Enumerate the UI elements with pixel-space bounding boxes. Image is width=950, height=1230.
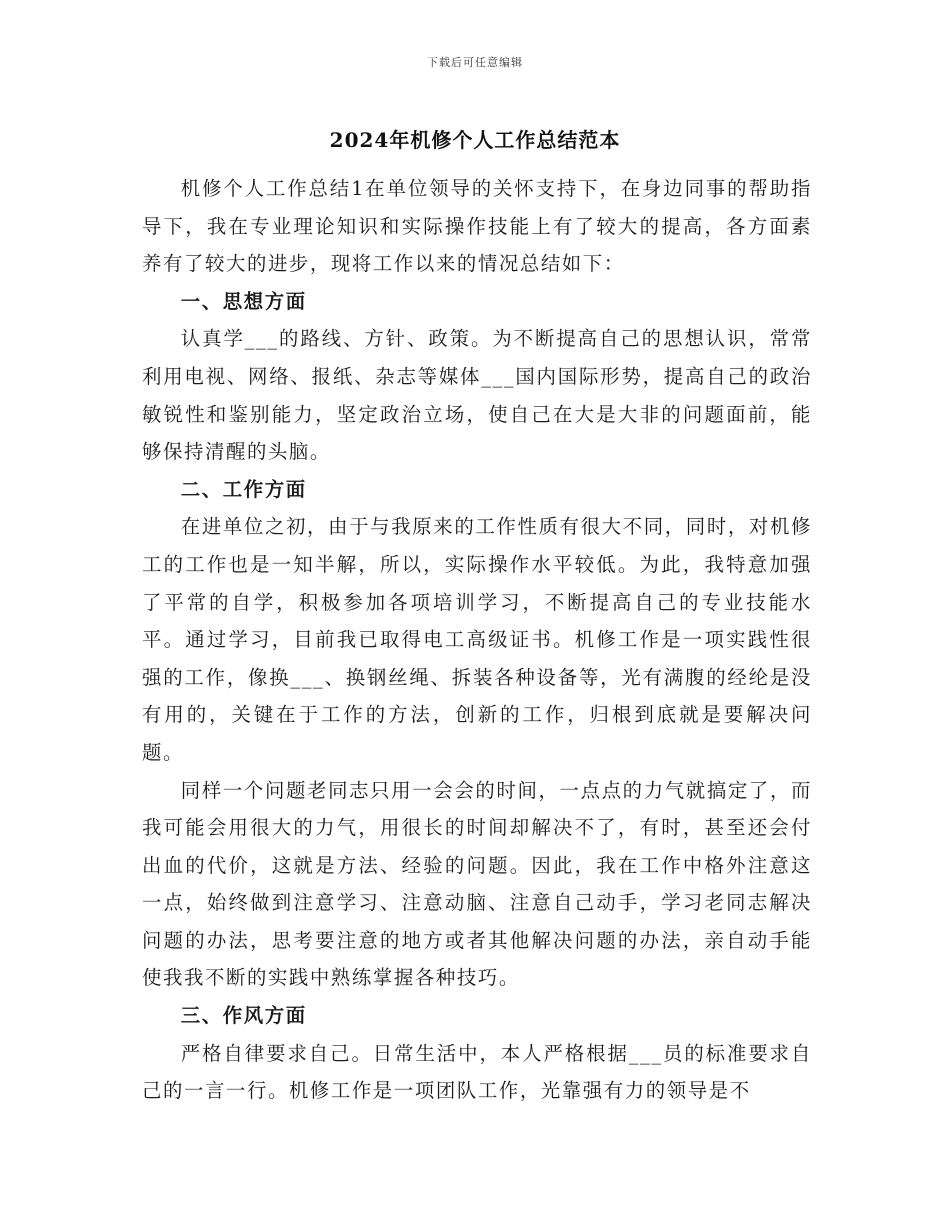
section-heading-thought: 一、思想方面 (180, 289, 307, 313)
section-heading-style: 三、作风方面 (180, 1004, 307, 1028)
intro-paragraph: 机修个人工作总结1在单位领导的关怀支持下，在身边同事的帮助指导下，我在专业理论知识和实际操作技能上有了较大的提高，各方面素养有了较大的进步，现将工作以来的情况总结如下： (142, 177, 812, 276)
section-work-paragraph-2: 同样一个问题老同志只用一会会的时间，一点点的力气就搞定了，而我可能会用很大的力气，用很长的时间却解决不了，有时，甚至还会付出血的代价，这就是方法、经验的问题。因此，我在工作中格外注意这一点，始终做到注意学习、注意动脑、注意自己动手，学习老同志解决问题的办法，思考要注意的地方或者其他解决问题的办法，亲自动手能使我我不断的实践中熟练掌握各种技巧。 (142, 778, 812, 990)
document-body (142, 170, 812, 1110)
document-title: 2024年机修个人工作总结范本 (329, 128, 621, 152)
section-work-paragraph-1: 在进单位之初，由于与我原来的工作性质有很大不同，同时，对机修工的工作也是一知半解，所以，实际操作水平较低。为此，我特意加强了平常的自学，积极参加各项培训学习，不断提高自己的专业技能水平。通过学习，目前我已取得电工高级证书。机修工作是一项实践性很强的工作，像换___、换钢丝绳、拆装各种设备等，光有满腹的经纶是没有用的，关键在于工作的方法，创新的工作，归根到底就是要解决问题。 (142, 515, 812, 764)
section-heading-work: 二、工作方面 (180, 477, 307, 501)
section-style-paragraph: 严格自律要求自己。日常生活中，本人严格根据___员的标准要求自己的一言一行。机修工作是一项团队工作，光靠强有力的领导是不 (142, 1041, 812, 1103)
header-note: 下载后可任意编辑 (427, 56, 523, 69)
section-thought-paragraph: 认真学___的路线、方针、政策。为不断提高自己的思想认识，常常利用电视、网络、报纸、杂志等媒体___国内国际形势，提高自己的政治敏锐性和鉴别能力，坚定政治立场，使自己在大是大非的问题面前，能够保持清醒的头脑。 (142, 327, 812, 464)
